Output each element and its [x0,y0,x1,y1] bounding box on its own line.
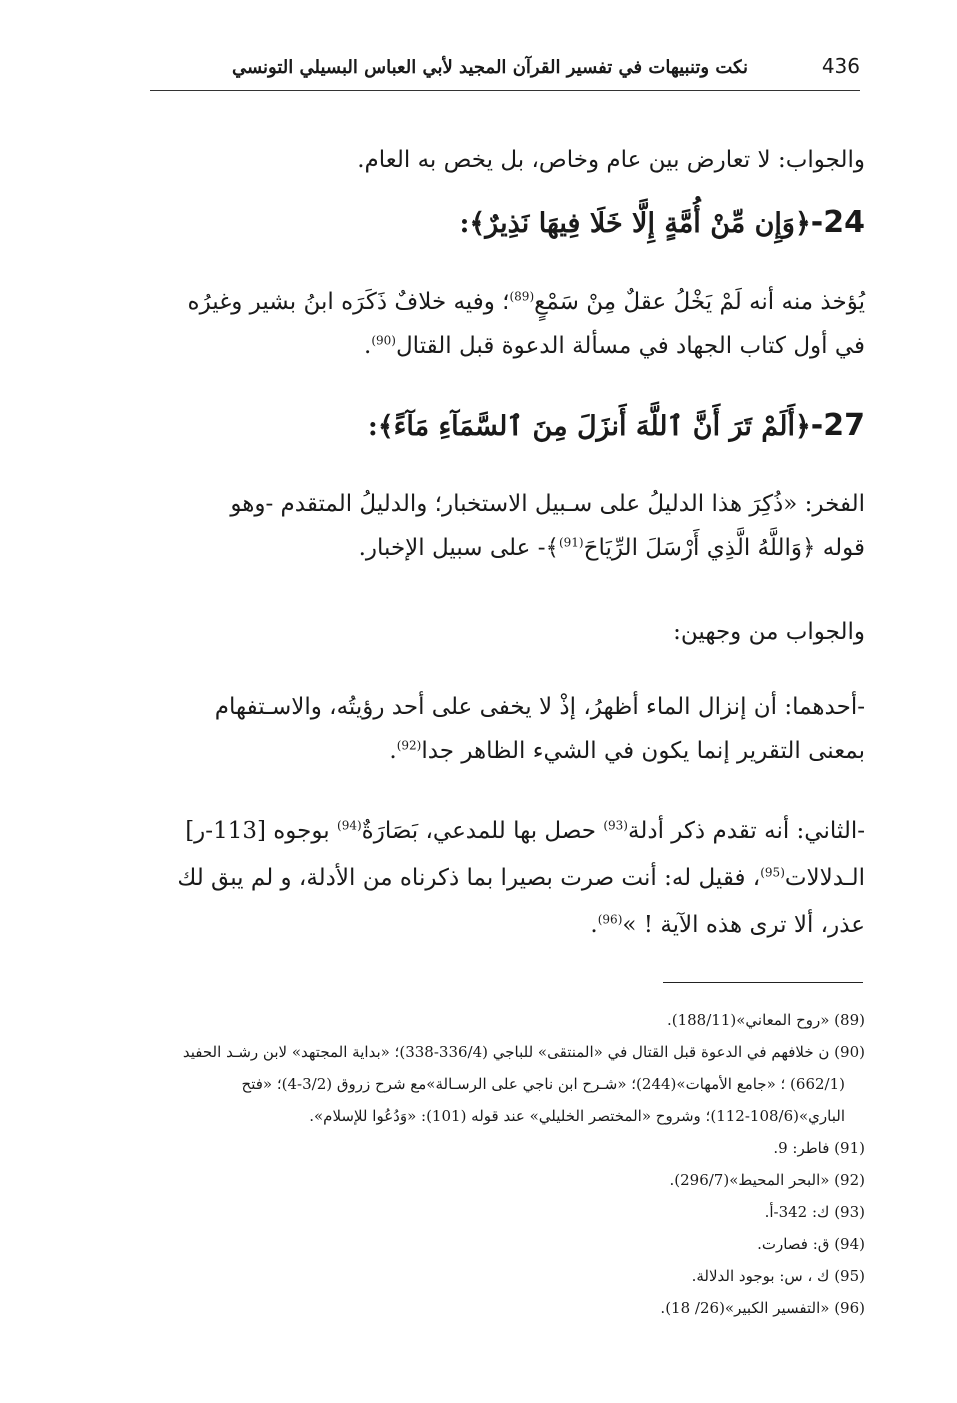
footnote-ref[interactable]: (92) [396,738,422,753]
footnote-ref[interactable]: (89) [509,289,535,304]
footnote-89: (89) «روح المعاني»(188/11). [666,1011,865,1029]
text-segment: ؛ وفيه خلافٌ ذَكَرَه ابنُ بشير وغيرُه [187,289,510,315]
text-segment: حصل بها للمدعي، بَصَارَةٌ [361,818,604,844]
footnote-ref[interactable]: (93) [603,818,628,833]
verse-number: 27- [810,408,865,443]
footnote-95: (95) ك ، س: بوجود الدلالة. [691,1267,865,1285]
paragraph-line [95,808,865,855]
text-segment: -أحدهما: أن إنزال الماء أظهرُ، إذْ لا يخفى على أحد رؤيتُه، والاسـتفهام [214,694,865,720]
paragraph-line [95,902,865,949]
answer-text: والجواب: لا تعارض بين عام وخاص، بل يخص به العام. [357,147,865,173]
paragraph-line [95,280,865,324]
verse-text: ﴿أَلَمْ تَرَ أَنَّ ٱللَّهَ أَنزَلَ مِنَ ٱلسَّمَآءِ مَآءً﴾ [377,411,811,442]
text-segment: بمعنى التقرير إنما يكون في الشيء الظاهر جدا [421,738,865,764]
footnote-ref[interactable]: (94) [337,818,362,833]
text-segment: يُؤخذ منه أنه لَمْ يَخْلُ عقلٌ مِنْ سَمْعٍ [534,289,865,315]
header-rule [150,90,860,91]
footnote-93: (93) ك: 342-أ. [764,1203,865,1221]
verse-number: 24- [810,205,865,240]
verse-colon: : [367,411,378,442]
text-segment: . [389,738,397,764]
page-number: 436 [821,54,860,78]
text-segment: والجواب من وجهين: [673,619,865,645]
paragraph-line [95,324,865,368]
footnote-ref[interactable]: (96) [597,912,623,927]
verse-heading-27 [200,408,865,443]
footnote-ref[interactable]: (91) [558,535,584,550]
text-segment: . [590,912,598,938]
paragraph-line [95,729,865,773]
footnote-90-line-3: الباري»(108/6-112)؛ وشروح «المختصر الخليلي» عند قوله (101): «وَدُعُوا للإسلام». [309,1107,845,1125]
footnote-ref[interactable]: (95) [760,865,785,880]
paragraph-line [95,482,865,526]
footnotes-section [95,1004,865,1344]
text-segment: في أول كتاب الجهاد في مسألة الدعوة قبل القتال [395,333,865,359]
paragraph-line [95,685,865,729]
text-segment: عذر، ألا ترى هذه الآية ! » [622,912,865,938]
text-segment: ، فقيل له: أنت صرت بصيرا بما ذكرناه من الأدلة، و لم يبق لك [177,865,761,891]
paragraph-first-aspect [95,685,865,773]
text-segment: الـدلالات [784,865,865,891]
footnote-ref[interactable]: (90) [371,333,396,348]
verse-text: ﴿وَإِن مِّنْ أُمَّةٍ إِلَّا خَلَا فِيهَا نَذِيرٌ﴾ [469,208,811,239]
page-header [150,50,860,90]
text-segment: الفخر: «ذُكِرَ هذا الدليلُ على سـبيل الاستخبار؛ والدليلُ المتقدم -وهو [230,491,865,517]
verse-heading-24 [200,205,865,240]
text-segment: ﴾- على سبيل الإخبار. [358,535,559,561]
paragraph-second-aspect [95,808,865,949]
paragraph-line [95,855,865,902]
verse-colon: : [459,208,470,239]
paragraph-two-aspects [95,610,865,654]
text-segment: بوجوه [113-ر] [185,818,337,844]
footnote-separator [663,982,863,983]
footnote-91: (91) فاطر: 9. [773,1139,865,1157]
footnote-94: (94) ق: فصارت. [757,1235,865,1253]
text-segment: -الثاني: أنه تقدم ذكر أدلة [627,818,865,844]
footnote-90-line-1: (90) ن خلافهم في الدعوة قبل القتال في «المنتقى» للباجي (336/4-338)؛ «بداية المجتهد» لابن رشـد الحفيد [182,1043,865,1061]
footnote-96: (96) «التفسير الكبير»(26/ 18). [660,1299,865,1317]
paragraph-inference [95,280,865,368]
running-title: نكت وتنبيهات في تفسير القرآن المجيد لأبي العباس البسيلي التونسي [231,57,748,78]
answer-paragraph [95,138,865,182]
footnote-92: (92) «البحر المحيط»(296/7). [669,1171,865,1189]
paragraph-fakhr [95,482,865,570]
text-segment: قوله ﴿وَاللَّهُ الَّذِي أَرْسَلَ الرِّيَاحَ [583,535,865,561]
text-segment: . [364,333,372,359]
footnote-90-line-2: (662/1) ؛ «جامع الأمهات»(244)؛ «شـرح ابن ناجي على الرسـالة»مع شرح زروق (3/2-4)؛ «فتح [241,1075,845,1093]
paragraph-line [95,526,865,570]
